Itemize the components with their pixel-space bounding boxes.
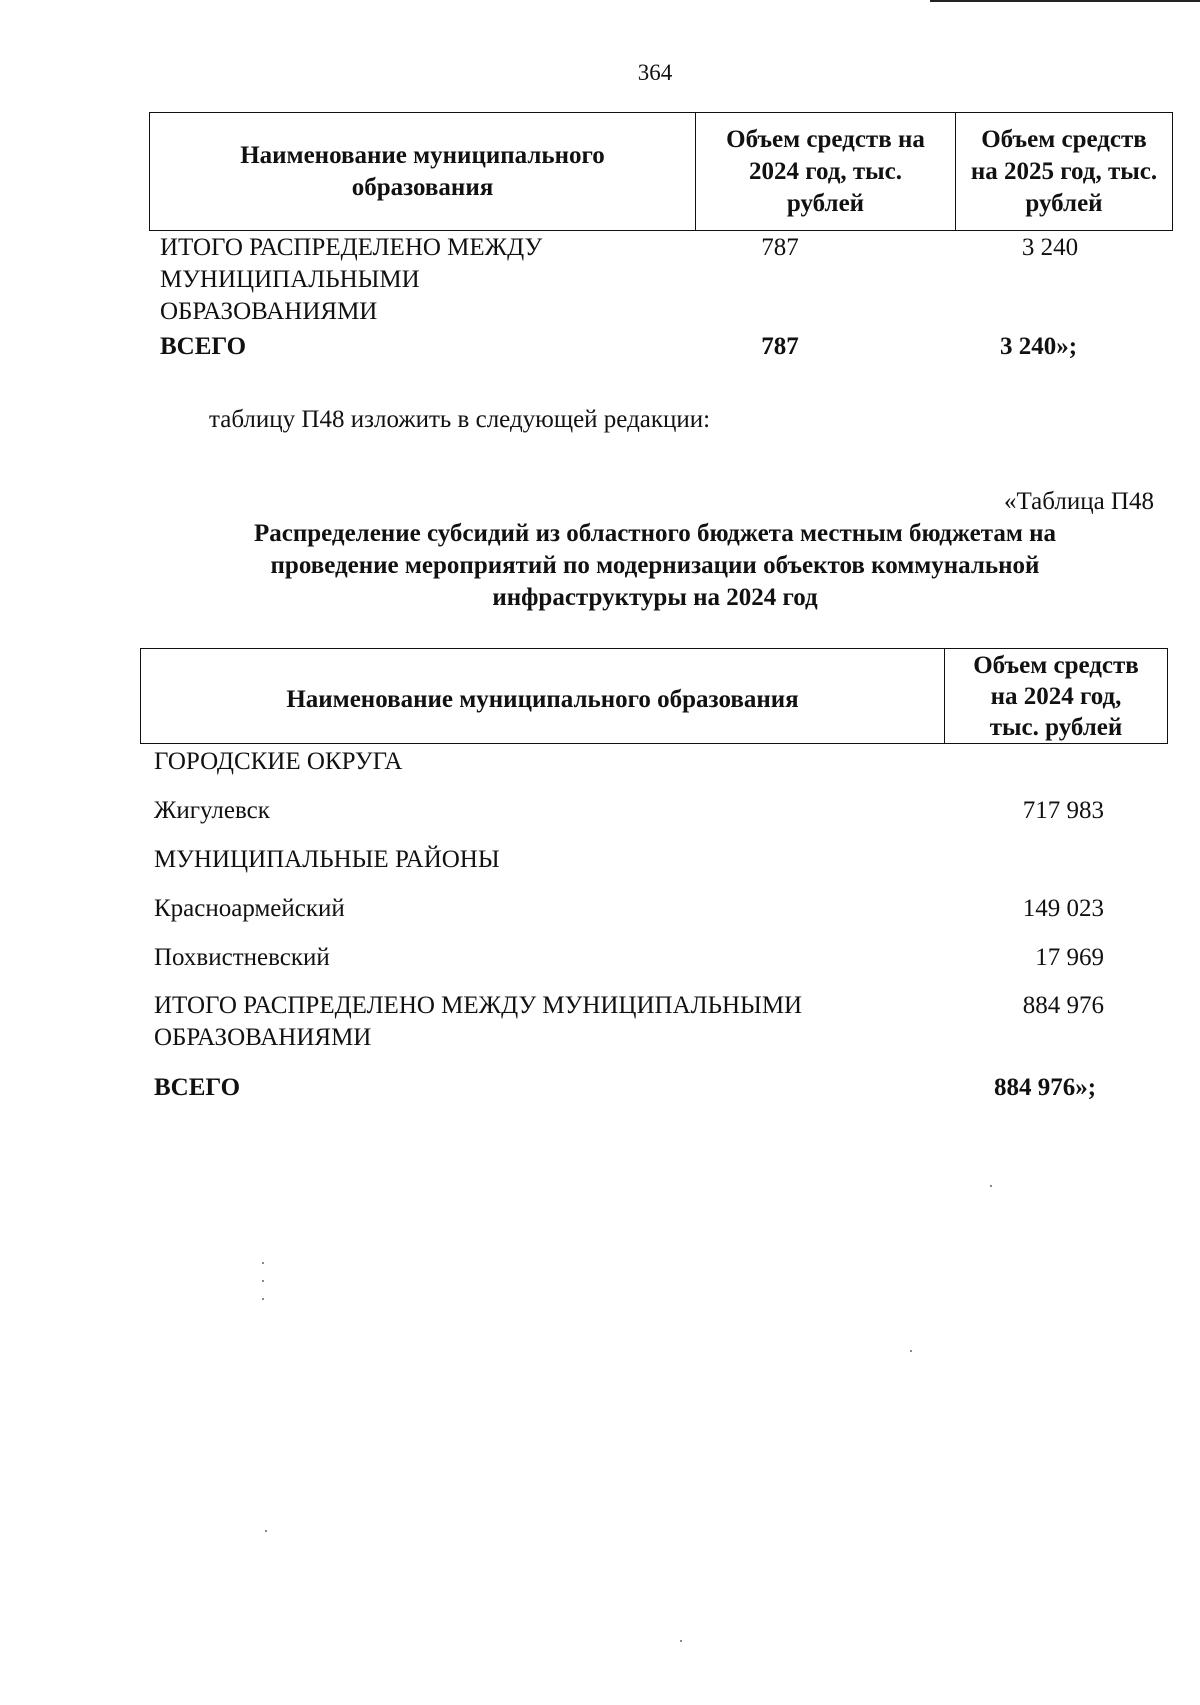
table2-header-name: Наименование муниципального образования: [141, 649, 945, 743]
table2-row-value: 717 983: [1022, 797, 1104, 824]
table2-header: [140, 648, 1168, 744]
table2-label: «Таблица П48: [1004, 488, 1154, 515]
table2-row-name: ВСЕГО: [154, 1074, 241, 1101]
instruction-text: таблицу П48 изложить в следующей редакции:: [209, 406, 711, 433]
scan-speck: [265, 1530, 267, 1532]
scan-speck: [680, 1640, 682, 1642]
table2-row-name: Похвистневский: [154, 944, 330, 971]
table2-row-name: МУНИЦИПАЛЬНЫЕ РАЙОНЫ: [154, 846, 500, 873]
table2-title: Распределение субсидий из областного бюджета местным бюджетам на проведение мероприятий по модернизации объектов коммунальной инфраструктуры на 2024 год: [253, 520, 1056, 611]
table2-row-name: Жигулевск: [154, 797, 270, 824]
table1-row-2025: 3 240: [1021, 234, 1079, 261]
table2-row-value: 149 023: [1022, 895, 1104, 922]
scan-speck: [910, 1350, 912, 1352]
table1-row-2025: 3 240»;: [1000, 333, 1078, 360]
table1-header: [149, 112, 1173, 231]
table1-row-2024: 787: [761, 234, 799, 261]
scan-speck: [262, 1280, 264, 1282]
table2-row-value: 884 976: [1022, 992, 1104, 1019]
table2-row-value: 884 976»;: [994, 1074, 1097, 1101]
table1-row-name: ВСЕГО: [160, 333, 247, 360]
table2-row-name: ИТОГО РАСПРЕДЕЛЕНО МЕЖДУ МУНИЦИПАЛЬНЫМИ ОБРАЗОВАНИЯМИ: [154, 992, 803, 1051]
table2-row-value: 17 969: [1035, 944, 1104, 971]
table2-header-2024: Объем средств на 2024 год, тыс. рублей: [973, 651, 1139, 741]
table1-row-2024: 787: [761, 333, 799, 360]
table2-row-name: ГОРОДСКИЕ ОКРУГА: [154, 748, 403, 775]
table1-header-2024: Объем средств на 2024 год, тыс. рублей: [696, 113, 956, 230]
table1-header-2025: Объем средств на 2025 год, тыс. рублей: [970, 125, 1158, 217]
page-number: 364: [637, 60, 673, 85]
table1-row-name: ИТОГО РАСПРЕДЕЛЕНО МЕЖДУ МУНИЦИПАЛЬНЫМИ ОБРАЗОВАНИЯМИ: [160, 234, 543, 325]
table2-row-name: Красноармейский: [154, 895, 345, 922]
table1-header-name: Наименование муниципального образования: [150, 113, 696, 230]
scan-speck: [262, 1262, 264, 1264]
scan-edge-line: [930, 0, 1200, 2]
scan-speck: [262, 1298, 264, 1300]
scan-speck: [990, 1185, 992, 1187]
